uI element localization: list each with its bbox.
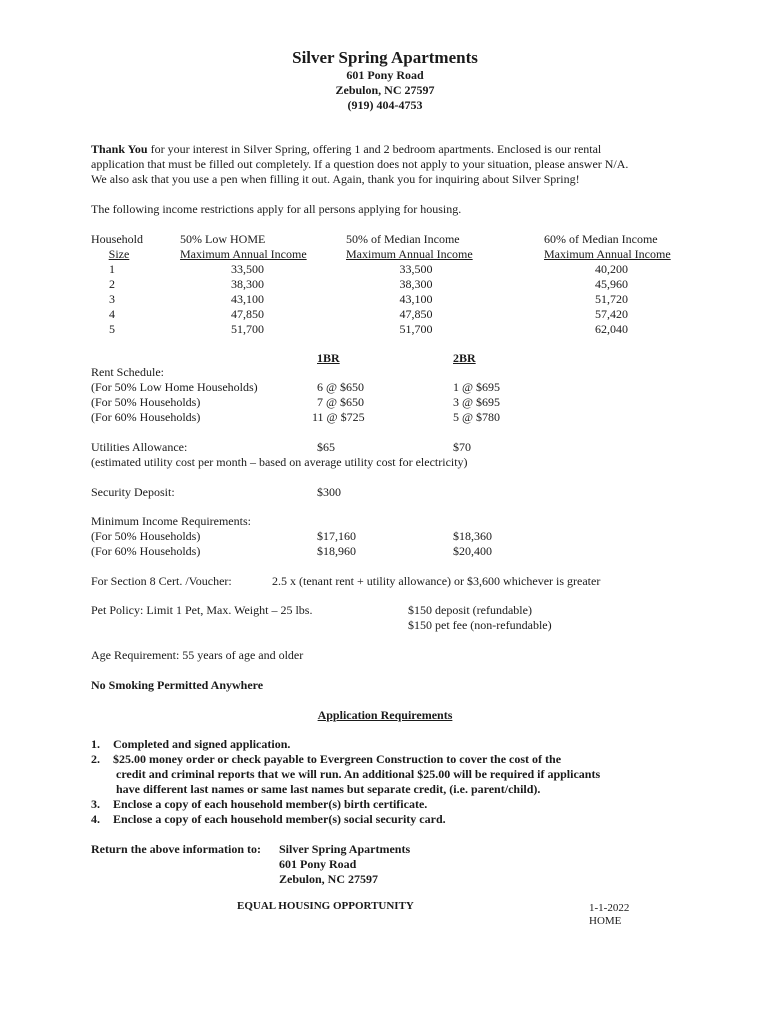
- requirement-text-2-line2: credit and criminal reports that we will run. An additional $25.00 will be required if applicants: [116, 767, 601, 781]
- median60-header-1: 60% of Median Income: [544, 232, 658, 246]
- requirement-text-1: Completed and signed application.: [113, 737, 291, 751]
- intro-line-1: for your interest in Silver Spring, offering 1 and 2 bedroom apartments. Enclosed is our rental: [147, 142, 602, 156]
- requirement-text-4: Enclose a copy of each household member(s) social security card.: [113, 812, 446, 826]
- security-deposit-value: $300: [317, 485, 341, 499]
- requirements-heading: Application Requirements: [317, 708, 453, 722]
- smoking-policy: No Smoking Permitted Anywhere: [91, 678, 264, 692]
- return-to-line-2: 601 Pony Road: [279, 857, 357, 871]
- household-size-cell: 5: [109, 322, 115, 336]
- intro-line-3: We also ask that you use a pen when filling it out. Again, thank you for inquiring about Silver Spring!: [91, 172, 580, 186]
- household-size-cell: 4: [109, 307, 115, 321]
- median60-income-cell: 57,420: [595, 307, 628, 321]
- median50-income-cell: 33,500: [399, 262, 433, 276]
- rent-row-label-0: (For 50% Low Home Households): [91, 380, 258, 394]
- rent-schedule-label: Rent Schedule:: [91, 365, 164, 379]
- intro-line-2: application that must be filled out completely. If a question does not apply to your situation, please answer N/A.: [91, 157, 629, 171]
- min-income-label: Minimum Income Requirements:: [91, 514, 251, 528]
- household-size-column: [91, 232, 147, 337]
- utilities-1br: $65: [317, 440, 335, 454]
- rent-2br-header: 2BR: [453, 351, 476, 365]
- requirement-text-2-line1: $25.00 money order or check payable to Evergreen Construction to cover the cost of the: [113, 752, 562, 766]
- min-income-2br-0: $18,360: [453, 529, 492, 543]
- security-deposit-label: Security Deposit:: [91, 485, 175, 499]
- median60-header-2: Maximum Annual Income: [544, 247, 671, 261]
- income-intro: The following income restrictions apply for all persons applying for housing.: [91, 202, 462, 216]
- requirement-text-2-line3: have different last names or same last names but separate credit, (i.e. parent/child).: [116, 782, 541, 796]
- median50-header-2: Maximum Annual Income: [346, 247, 473, 261]
- equal-housing-opportunity: EQUAL HOUSING OPPORTUNITY: [237, 900, 414, 912]
- phone-number: (919) 404-4753: [347, 98, 423, 112]
- median50-income-cell: 47,850: [399, 307, 433, 321]
- rent-row-2br-0: 1 @ $695: [453, 380, 501, 394]
- median60-income-values: [544, 262, 679, 337]
- home-income-cell: 51,700: [231, 322, 264, 336]
- requirement-num-3: 3.: [91, 797, 100, 811]
- min-income-1br-1: $18,960: [317, 544, 356, 558]
- intro-paragraph: [91, 142, 691, 187]
- requirement-num-1: 1.: [91, 737, 100, 751]
- pet-policy-label: Pet Policy: Limit 1 Pet, Max. Weight – 25 lbs.: [91, 603, 313, 617]
- median60-income-cell: 45,960: [595, 277, 628, 291]
- median50-income-cell: 38,300: [399, 277, 433, 291]
- min-income-2br-1: $20,400: [453, 544, 492, 558]
- pet-fee: $150 pet fee (non-refundable): [408, 618, 552, 632]
- household-header-1: Household: [91, 232, 143, 246]
- median50-income-values: [346, 262, 486, 337]
- median60-income-column: [544, 232, 679, 337]
- revision-date: 1-1-2022: [589, 902, 630, 914]
- section8-label: For Section 8 Cert. /Voucher:: [91, 574, 232, 588]
- household-header-2: Size: [108, 247, 130, 261]
- rent-row-label-2: (For 60% Households): [91, 410, 201, 424]
- home-header-1: 50% Low HOME: [180, 232, 266, 246]
- home-income-column: [180, 232, 315, 337]
- rent-row-1br-2: 11 @ $725: [312, 410, 365, 424]
- min-income-row-label-0: (For 50% Households): [91, 529, 201, 543]
- section8-value: 2.5 x (tenant rent + utility allowance) or $3,600 whichever is greater: [272, 574, 601, 588]
- revision-code: HOME: [589, 915, 622, 927]
- household-size-cell: 1: [109, 262, 115, 276]
- utilities-2br: $70: [453, 440, 471, 454]
- rent-row-1br-1: 7 @ $650: [317, 395, 365, 409]
- address-line-2: Zebulon, NC 27597: [335, 83, 435, 97]
- utilities-note: (estimated utility cost per month – based on average utility cost for electricity): [91, 455, 468, 469]
- home-income-cell: 47,850: [231, 307, 264, 321]
- rent-1br-header: 1BR: [317, 351, 340, 365]
- household-size-cell: 3: [109, 292, 115, 306]
- median50-header-1: 50% of Median Income: [346, 232, 460, 246]
- median60-income-cell: 51,720: [595, 292, 628, 306]
- return-to-line-3: Zebulon, NC 27597: [279, 872, 379, 886]
- median50-income-cell: 43,100: [399, 292, 433, 306]
- page-title: Silver Spring Apartments: [292, 48, 478, 67]
- intro-lead: Thank You: [91, 142, 148, 156]
- rent-row-2br-1: 3 @ $695: [453, 395, 501, 409]
- pet-deposit: $150 deposit (refundable): [408, 603, 532, 617]
- home-income-cell: 43,100: [231, 292, 264, 306]
- requirement-num-4: 4.: [91, 812, 100, 826]
- requirement-text-3: Enclose a copy of each household member(s) birth certificate.: [113, 797, 428, 811]
- home-income-cell: 33,500: [231, 262, 264, 276]
- rent-row-1br-0: 6 @ $650: [317, 380, 365, 394]
- median60-income-cell: 62,040: [595, 322, 628, 336]
- household-size-values: [91, 262, 147, 337]
- return-to-line-1: Silver Spring Apartments: [279, 842, 411, 856]
- home-income-cell: 38,300: [231, 277, 264, 291]
- age-requirement: Age Requirement: 55 years of age and older: [91, 648, 304, 662]
- median50-income-column: [346, 232, 486, 337]
- utilities-label: Utilities Allowance:: [91, 440, 188, 454]
- rent-row-label-1: (For 50% Households): [91, 395, 201, 409]
- home-income-values: [180, 262, 315, 337]
- household-size-cell: 2: [109, 277, 115, 291]
- requirement-num-2: 2.: [91, 752, 100, 766]
- rent-row-2br-2: 5 @ $780: [453, 410, 501, 424]
- median50-income-cell: 51,700: [399, 322, 433, 336]
- home-header-2: Maximum Annual Income: [180, 247, 307, 261]
- min-income-row-label-1: (For 60% Households): [91, 544, 201, 558]
- address-line-1: 601 Pony Road: [346, 68, 424, 82]
- min-income-1br-0: $17,160: [317, 529, 356, 543]
- return-to-label: Return the above information to:: [91, 842, 261, 856]
- median60-income-cell: 40,200: [595, 262, 628, 276]
